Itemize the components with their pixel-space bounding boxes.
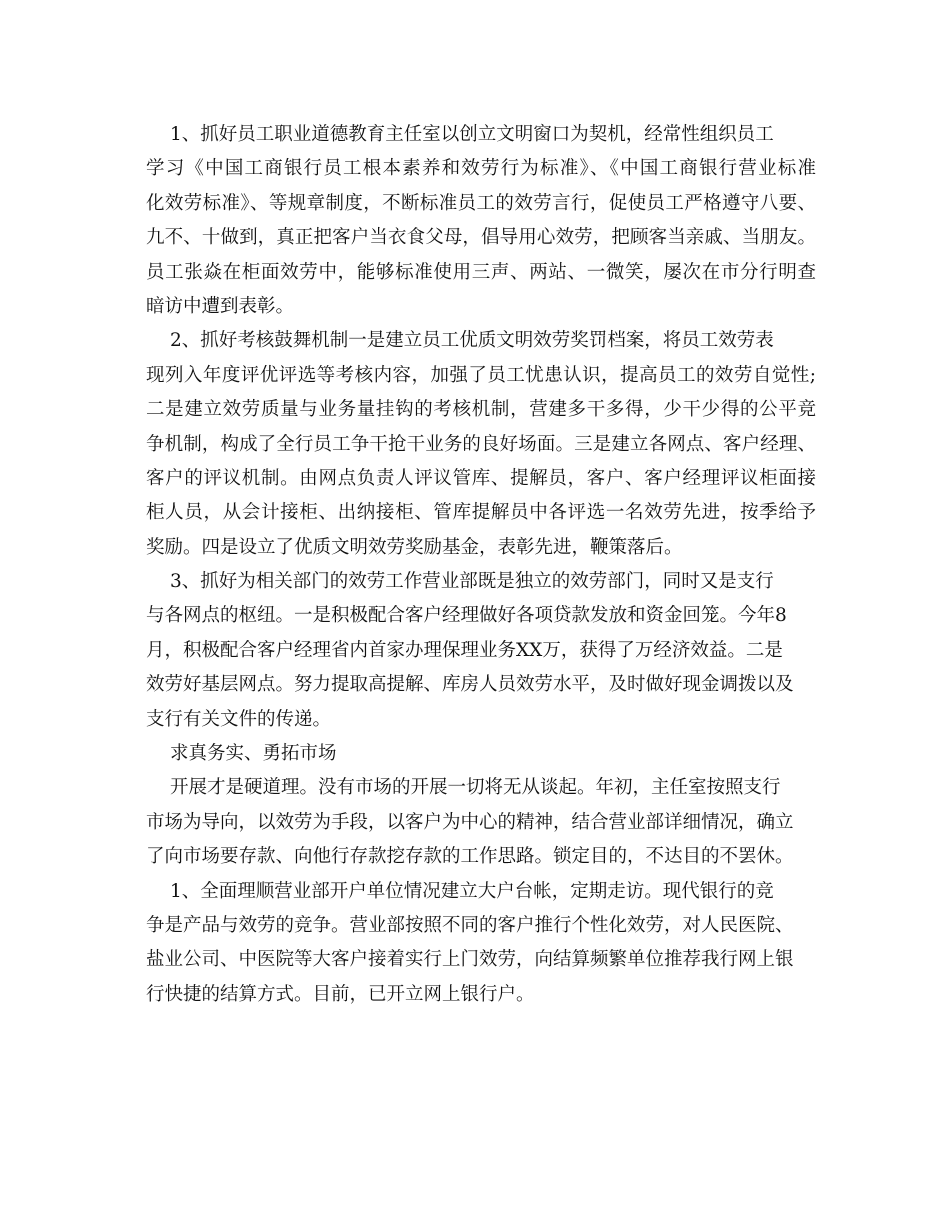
- paragraph-line: 柜人员，从会计接柜、出纳接柜、管库提解员中各评选一名效劳先进，按季给予: [146, 502, 816, 524]
- paragraph-line: 2、抓好考核鼓舞机制一是建立员工优质文明效劳奖罚档案，将员工效劳表: [170, 330, 774, 352]
- paragraph-line: 效劳好基层网点。努力提取高提解、库房人员效劳水平，及时做好现金调拨以及: [146, 674, 794, 696]
- section-heading: 求真务实、勇拓市场: [170, 743, 337, 765]
- paragraph-line: 盐业公司、中医院等大客户接着实行上门效劳，向结算频繁单位推荐我行网上银: [146, 949, 794, 971]
- paragraph-line: 开展才是硬道理。没有市场的开展一切将无从谈起。年初，主任室按照支行: [170, 777, 781, 799]
- paragraph-line: 了向市场要存款、向他行存款挖存款的工作思路。锁定目的，不达目的不罢休。: [146, 846, 794, 868]
- paragraph-line: 争是产品与效劳的竞争。营业部按照不同的客户推行个性化效劳，对人民医院、: [146, 914, 794, 936]
- paragraph-line: 3、抓好为相关部门的效劳工作营业部既是独立的效劳部门，同时又是支行: [170, 571, 774, 593]
- paragraph-line: 二是建立效劳质量与业务量挂钩的考核机制，营建多干多得，少干少得的公平竞: [146, 399, 816, 421]
- paragraph-line: 月，积极配合客户经理省内首家办理保理业务XX万，获得了万经济效益。二是: [146, 639, 783, 661]
- paragraph-line: 与各网点的枢纽。一是积极配合客户经理做好各项贷款发放和资金回笼。今年8: [146, 605, 787, 627]
- paragraph-line: 暗访中遭到表彰。: [146, 295, 295, 317]
- paragraph-line: 客户的评议机制。由网点负责人评议管库、提解员，客户、客户经理评议柜面接: [146, 467, 816, 489]
- paragraph-line: 争机制，构成了全行员工争干抢干业务的良好场面。三是建立各网点、客户经理、: [146, 433, 816, 455]
- paragraph-line: 1、抓好员工职业道德教育主任室以创立文明窗口为契机，经常性组织员工: [170, 124, 774, 145]
- paragraph-line: 奖励。四是设立了优质文明效劳奖励基金，表彰先进，鞭策落后。: [146, 536, 683, 558]
- paragraph-line: 1、全面理顺营业部开户单位情况建立大户台帐，定期走访。现代银行的竞: [170, 880, 774, 902]
- paragraph-line: 员工张焱在柜面效劳中，能够标准使用三声、两站、一微笑，屡次在市分行明查: [146, 261, 816, 283]
- paragraph-line: 学习《中国工商银行员工根本素养和效劳行为标准》、《中国工商银行营业标准: [146, 158, 816, 180]
- paragraph-line: 九不、十做到，真正把客户当衣食父母，倡导用心效劳，把顾客当亲戚、当朋友。: [146, 227, 816, 249]
- paragraph-line: 化效劳标准》、等规章制度，不断标准员工的效劳言行，促使员工严格遵守八要、: [146, 192, 816, 214]
- paragraph-line: 市场为导向，以效劳为手段，以客户为中心的精神，结合营业部详细情况，确立: [146, 811, 794, 833]
- document-body: [146, 118, 816, 1012]
- paragraph-line: 支行有关文件的传递。: [146, 708, 332, 730]
- paragraph-line: 行快捷的结算方式。目前，已开立网上银行户。: [146, 983, 535, 1005]
- paragraph-line: 现列入年度评优评选等考核内容，加强了员工忧患认识，提高员工的效劳自觉性;: [146, 364, 816, 386]
